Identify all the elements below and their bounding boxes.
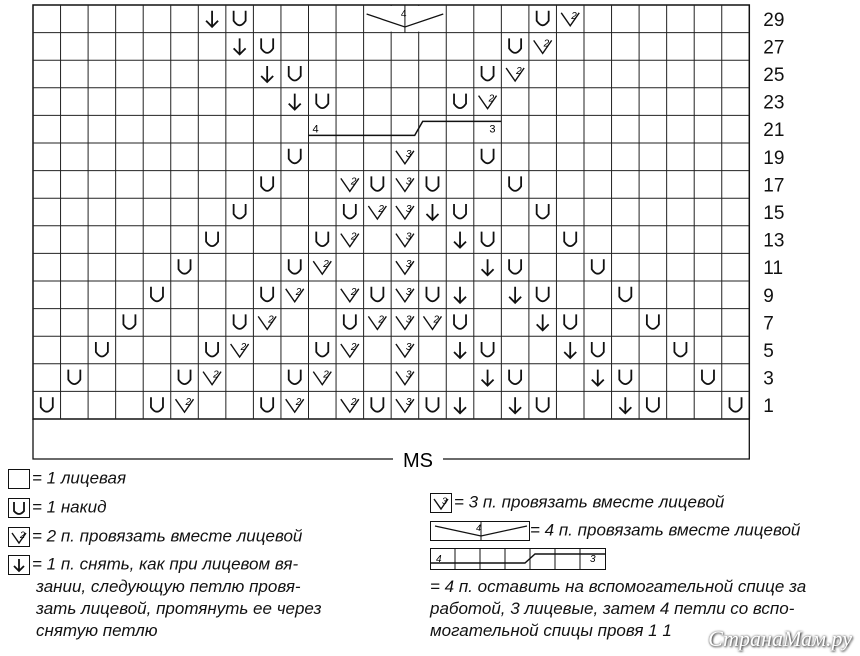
arrow-down-icon — [454, 287, 466, 303]
yarn-over-icon — [619, 370, 631, 385]
yarn-over-icon — [234, 204, 246, 219]
k2tog-icon-label: 2 — [433, 314, 440, 326]
k3tog-icon-label: 3 — [405, 342, 412, 353]
cable-line — [309, 121, 502, 135]
yarn-over-icon — [647, 397, 659, 412]
arrow-down-icon — [619, 397, 631, 413]
yarn-over-icon — [454, 314, 466, 329]
yarn-over-icon — [234, 11, 246, 25]
yarn-over-icon — [316, 232, 328, 247]
k2tog-icon-label: 2 — [295, 286, 302, 298]
row-number: 13 — [763, 230, 785, 252]
arrow-down-icon — [289, 94, 301, 110]
yarn-over-icon — [179, 370, 191, 385]
arrow-down-icon — [592, 370, 604, 386]
yarn-over-icon — [261, 397, 273, 412]
row-number: 27 — [763, 37, 785, 59]
k2tog-icon-label: 2 — [323, 259, 329, 271]
k4tog-symbol-label: 4 — [476, 522, 482, 533]
yarn-over-icon — [509, 38, 521, 53]
cable-symbol-label-left: 4 — [436, 553, 442, 565]
k2tog-icon-label: 2 — [323, 369, 329, 381]
yarn-over-icon — [730, 397, 742, 412]
yarn-over-icon — [261, 287, 273, 302]
yarn-over-icon — [8, 498, 30, 518]
k3tog-icon-label: 3 — [405, 314, 412, 326]
yarn-over-icon — [151, 397, 163, 412]
arrow-down-icon — [454, 342, 466, 358]
legend-ssk-text-1: = 1 п. снять, как при лицевом вя- — [32, 554, 299, 574]
yarn-over-icon — [426, 397, 438, 412]
yarn-over-icon — [564, 232, 576, 247]
legend-yarn-over-text: = 1 накид — [32, 497, 107, 517]
k3tog-icon-label: 3 — [405, 231, 412, 243]
k4tog-icon-label: 4 — [400, 9, 407, 20]
yarn-over-icon — [482, 66, 494, 81]
k2tog-icon-label: 2 — [350, 342, 357, 353]
yarn-over-icon — [179, 259, 191, 274]
row-number: 29 — [763, 9, 785, 31]
arrow-down-icon — [509, 397, 521, 413]
legend-k2tog — [8, 525, 302, 548]
watermark-logo: СтранаМам.ру — [708, 626, 852, 651]
row-number: 17 — [763, 175, 785, 197]
arrow-down-icon — [454, 232, 466, 248]
row-number: 7 — [763, 313, 774, 335]
row-number: 5 — [763, 341, 774, 362]
yarn-over-icon — [289, 259, 301, 274]
row-number: 21 — [763, 120, 785, 142]
yarn-over-icon — [482, 232, 494, 247]
arrow-down-icon — [537, 314, 549, 330]
k2tog-icon-label: 2 — [350, 397, 357, 409]
k2tog-icon-label: 2 — [20, 529, 26, 540]
cable-symbol-label-right: 3 — [590, 553, 596, 565]
row-number: 11 — [763, 258, 784, 280]
row-number: 23 — [763, 92, 785, 114]
k2tog-icon — [8, 527, 30, 547]
row-number: 15 — [763, 203, 785, 224]
arrow-down-icon — [564, 342, 576, 358]
yarn-over-icon — [316, 94, 328, 109]
legend-cable-text-1: = 4 п. оставить на вспомогательной спице за — [430, 577, 807, 596]
yarn-over-icon — [426, 176, 438, 191]
k2tog-icon-label: 2 — [516, 66, 522, 77]
k2tog-icon-label: 2 — [213, 369, 219, 381]
yarn-over-icon — [537, 204, 549, 219]
arrow-down-icon — [509, 287, 521, 303]
knit-symbol — [8, 469, 30, 489]
arrow-down-icon — [206, 11, 218, 27]
k3tog-icon — [430, 493, 452, 513]
k2tog-icon-label: 2 — [268, 314, 274, 326]
yarn-over-icon — [454, 204, 466, 219]
legend-ssk-text-2: зании, следующую петлю провя- — [36, 576, 301, 596]
yarn-over-icon — [206, 232, 218, 247]
k3tog-icon-label: 3 — [405, 286, 412, 298]
arrow-down-icon — [482, 259, 494, 275]
legend-cable-text-3b: 1 1 — [648, 621, 672, 640]
legend-k3tog-text: = 3 п. провязать вместе лицевой — [454, 492, 725, 512]
k3tog-icon-label: 3 — [405, 369, 412, 381]
arrow-down-icon — [261, 66, 273, 82]
yarn-over-icon — [619, 287, 631, 302]
yarn-over-icon — [482, 342, 494, 357]
legend-knit — [8, 467, 126, 490]
yarn-over-icon — [537, 11, 549, 25]
yarn-over-icon — [426, 287, 438, 302]
k3tog-icon-label: 3 — [405, 204, 412, 215]
row-number: 25 — [763, 65, 785, 86]
yarn-over-icon — [454, 94, 466, 109]
k2tog-icon-label: 2 — [378, 314, 384, 326]
yarn-over-icon — [592, 342, 604, 357]
yarn-over-icon — [261, 38, 273, 53]
yarn-over-icon — [344, 204, 356, 219]
arrow-down-icon — [482, 370, 494, 386]
yarn-over-icon — [206, 342, 218, 357]
legend-cable — [430, 547, 606, 570]
legend-k4tog — [430, 519, 800, 542]
cable-symbol — [430, 548, 606, 570]
yarn-over-icon — [509, 259, 521, 274]
row-number: 19 — [763, 147, 785, 169]
k2tog-icon-label: 2 — [295, 397, 302, 409]
yarn-over-icon — [509, 176, 521, 191]
yarn-over-icon — [647, 314, 659, 329]
yarn-over-icon — [123, 314, 135, 329]
row-numbers — [763, 10, 784, 417]
arrow-down-icon — [426, 204, 438, 220]
cable-label-left: 4 — [312, 123, 319, 136]
chart-grid — [33, 5, 749, 419]
row-number: 1 — [763, 396, 774, 418]
k4tog-symbol — [430, 521, 530, 541]
legend-k2tog-text: = 2 п. провязать вместе лицевой — [32, 526, 303, 546]
k3tog-icon-label: 3 — [405, 397, 412, 409]
k2tog-icon-label: 2 — [350, 231, 357, 243]
k3tog-icon-label: 3 — [442, 495, 448, 506]
legend-k3tog — [430, 491, 724, 514]
yarn-over-icon — [537, 397, 549, 412]
yarn-over-icon — [482, 149, 494, 164]
ms-label: MS — [403, 450, 433, 472]
yarn-over-icon — [564, 314, 576, 329]
cable-label-right: 3 — [489, 123, 496, 136]
yarn-over-icon — [344, 314, 356, 329]
yarn-over-icon — [674, 342, 686, 357]
yarn-over-icon — [151, 287, 163, 302]
row-number: 9 — [763, 285, 774, 307]
k2tog-icon-label: 2 — [378, 204, 384, 215]
yarn-over-icon — [371, 397, 383, 412]
k2tog-icon-label: 2 — [185, 397, 192, 409]
row-number: 3 — [763, 368, 774, 390]
yarn-over-icon — [68, 370, 80, 385]
k2tog-icon-label: 2 — [240, 342, 247, 353]
k2tog-icon-label: 2 — [543, 38, 550, 50]
arrow-down-icon — [8, 555, 30, 575]
legend-yarn-over — [8, 496, 107, 519]
k2tog-icon-label: 2 — [488, 93, 495, 105]
k3tog-icon-label: 3 — [405, 176, 412, 188]
legend-cable-text-3: могательной спицы провя — [430, 621, 644, 640]
yarn-over-icon — [289, 66, 301, 81]
legend-cable-text-2: работой, 3 лицевые, затем 4 петли со вспо- — [430, 599, 795, 618]
yarn-over-icon — [289, 149, 301, 164]
arrow-down-icon — [234, 38, 246, 54]
yarn-over-icon — [234, 314, 246, 329]
ms-bracket — [33, 419, 749, 469]
yarn-over-icon — [371, 176, 383, 191]
k2tog-icon-label: 2 — [350, 286, 357, 298]
k2tog-icon-label: 2 — [350, 176, 357, 188]
k3tog-icon-label: 3 — [405, 259, 412, 271]
yarn-over-icon — [96, 342, 108, 357]
legend-k4tog-text: = 4 п. провязать вместе лицевой — [530, 520, 801, 540]
yarn-over-icon — [592, 259, 604, 274]
yarn-over-icon — [261, 176, 273, 191]
yarn-over-icon — [702, 370, 714, 385]
yarn-over-icon — [537, 287, 549, 302]
yarn-over-icon — [371, 287, 383, 302]
yarn-over-icon — [509, 370, 521, 385]
legend-ssk — [8, 553, 322, 642]
legend-ssk-text-3: зать лицевой, протянуть ее через — [36, 598, 322, 618]
ms-bracket-line — [33, 419, 749, 459]
k2tog-icon-label: 2 — [571, 10, 577, 22]
legend-knit-text: = 1 лицевая — [32, 468, 127, 488]
legend-ssk-text-4: снятую петлю — [36, 620, 158, 640]
arrow-down-icon — [454, 397, 466, 413]
yarn-over-icon — [289, 370, 301, 385]
yarn-over-icon — [41, 397, 53, 412]
yarn-over-icon — [316, 342, 328, 357]
k3tog-icon-label: 3 — [405, 148, 412, 160]
